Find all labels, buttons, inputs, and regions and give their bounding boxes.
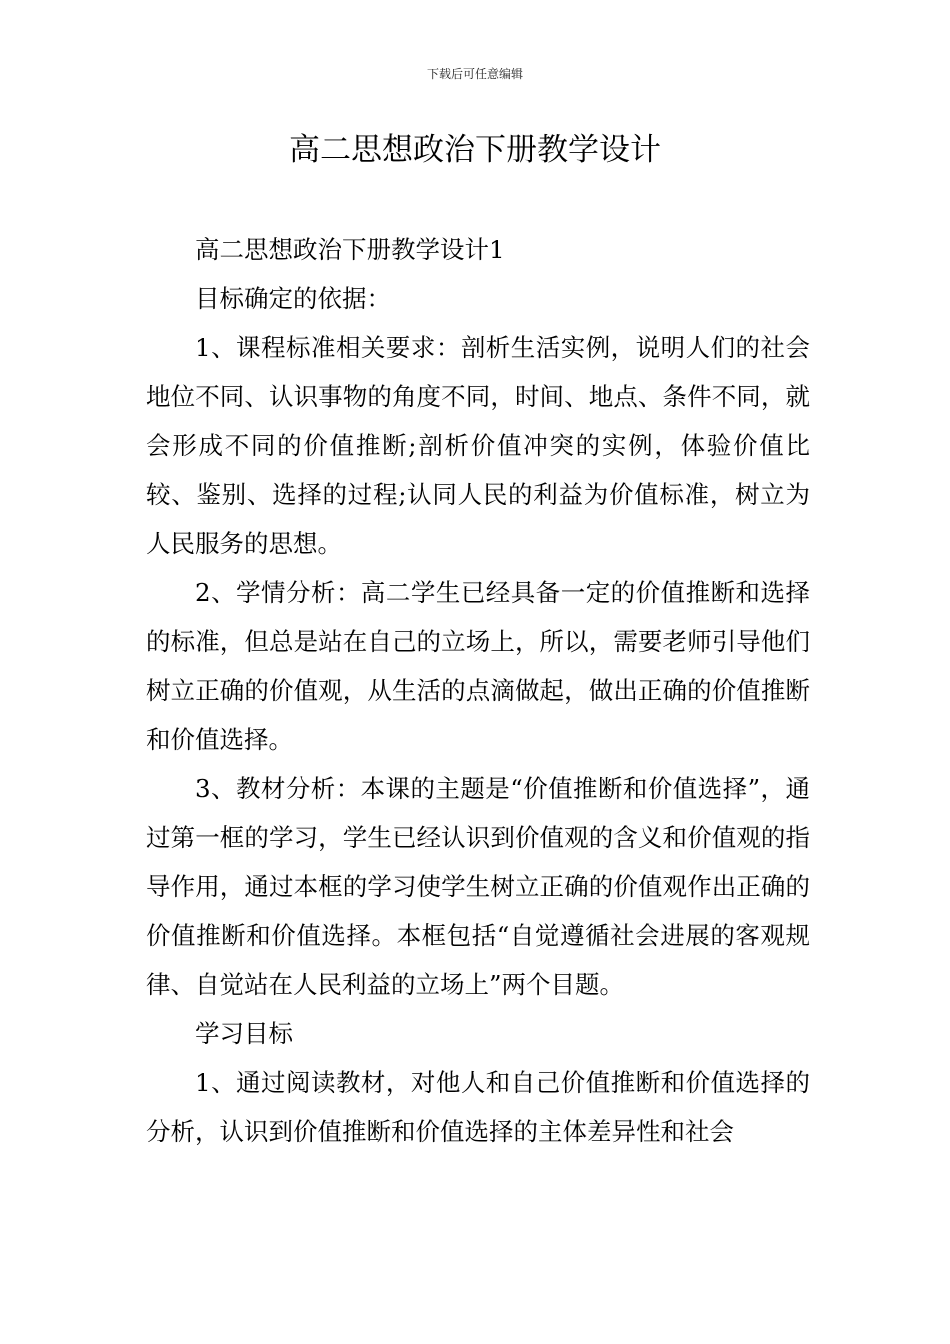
- paragraph-curriculum: 1、课程标准相关要求：剖析生活实例，说明人们的社会地位不同、认识事物的角度不同，时间、地点、条件不同，就会形成不同的价值推断;剖析价值冲突的实例，体验价值比较、鉴别、选择的过程;认同人民的利益为价值标准，树立为人民服务的思想。: [146, 333, 810, 558]
- paragraph-goal-1: 1、通过阅读教材，对他人和自己价值推断和价值选择的分析，认识到价值推断和价值选择的主体差异性和社会: [146, 1068, 810, 1146]
- document-title: 高二思想政治下册教学设计: [289, 132, 661, 168]
- subheading-basis: 目标确定的依据：: [195, 284, 391, 313]
- paragraph-textbook-analysis: 3、教材分析：本课的主题是“价值推断和价值选择”，通过第一框的学习，学生已经认识到价值观的含义和价值观的指导作用，通过本框的学习使学生树立正确的价值观作出正确的价值推断和价值选择。本框包括“自觉遵循社会进展的客观规律、自觉站在人民利益的立场上”两个目题。: [146, 774, 810, 999]
- paragraph-student-analysis: 2、学情分析：高二学生已经具备一定的价值推断和选择的标准，但总是站在自己的立场上，所以，需要老师引导他们树立正确的价值观，从生活的点滴做起，做出正确的价值推断和价值选择。: [146, 578, 810, 754]
- subheading-learning-goals: 学习目标: [195, 1019, 293, 1048]
- document-body: [146, 225, 810, 1156]
- header-note: 下载后可任意编辑: [426, 67, 523, 81]
- section-heading: 高二思想政治下册教学设计1: [195, 235, 505, 264]
